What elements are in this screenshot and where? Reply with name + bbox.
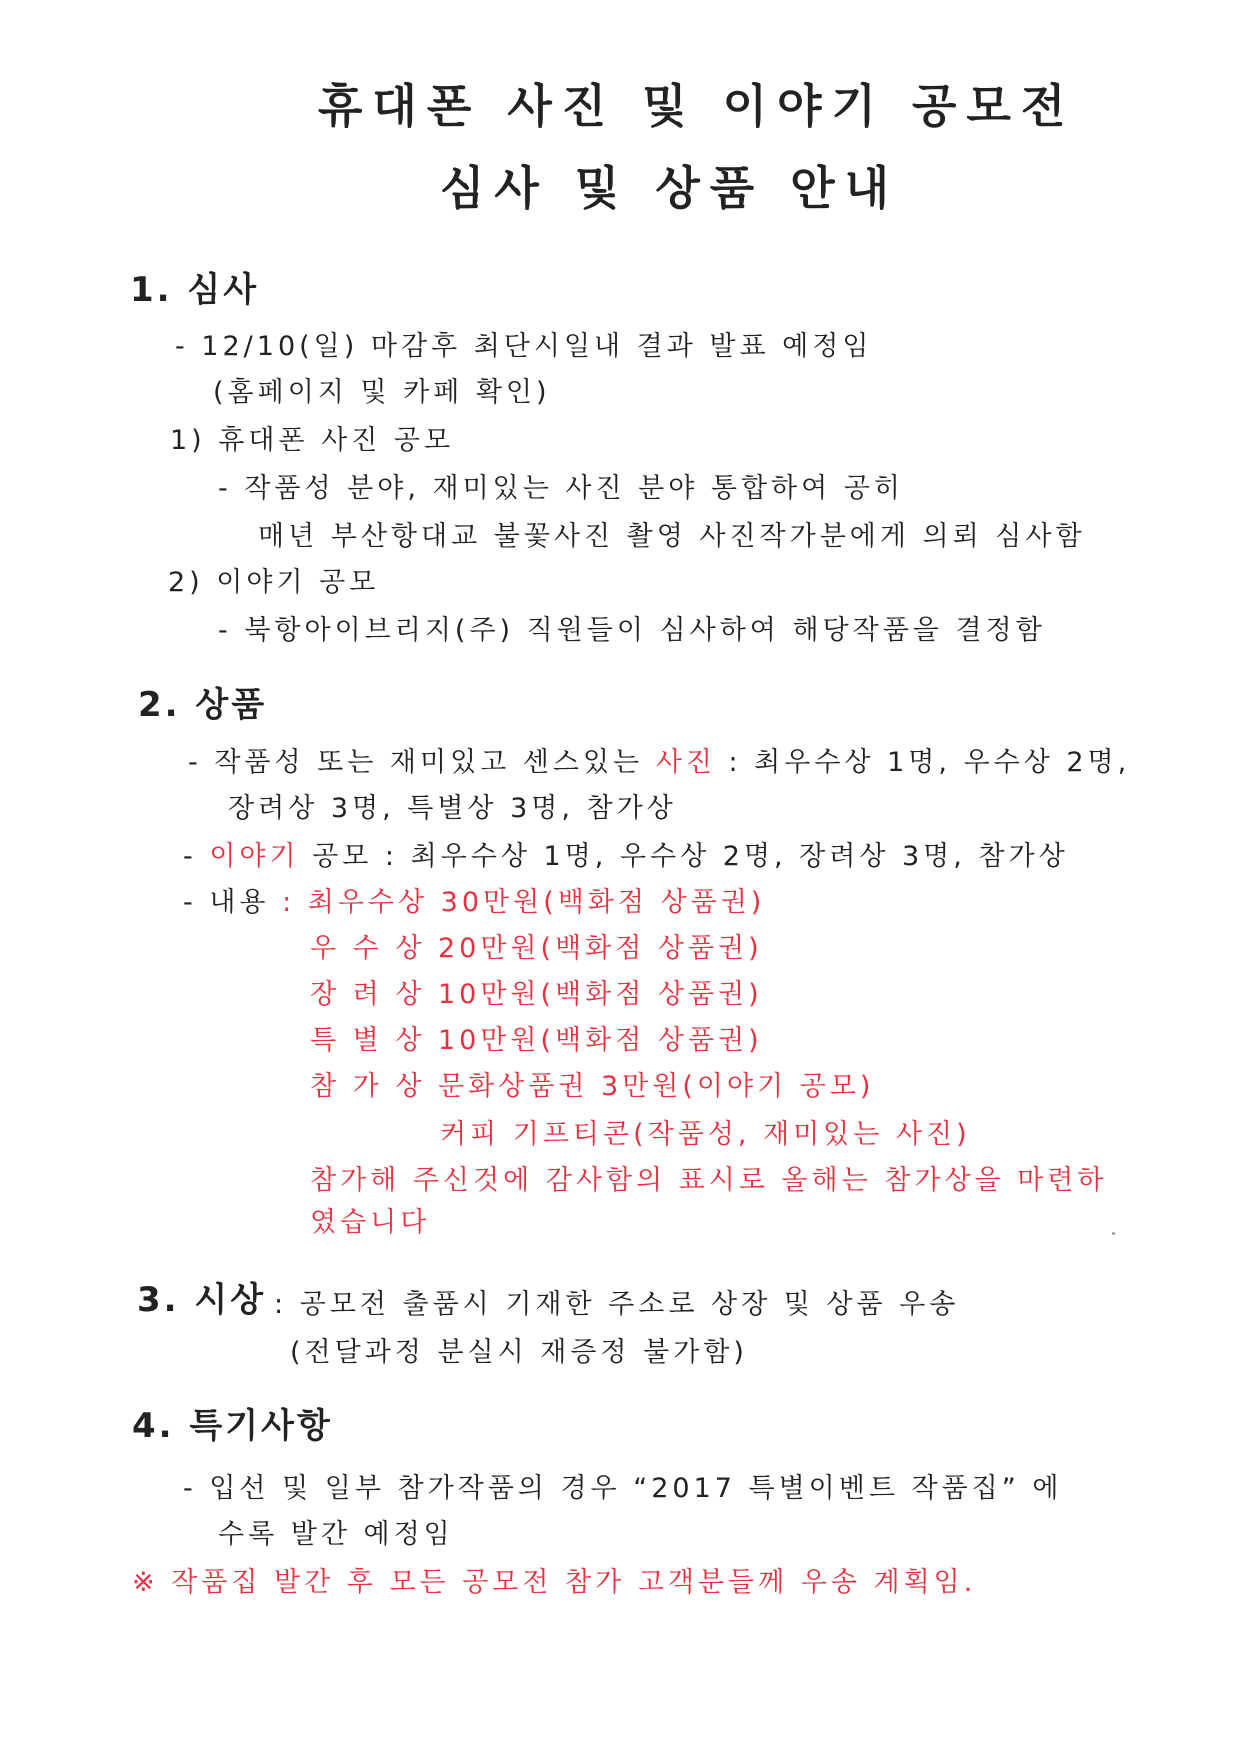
prize-extra: 커피 기프티콘(작품성, 재미있는 사진): [440, 1119, 971, 1150]
photo-suffix: : 최우수상 1명, 우수상 2명,: [715, 747, 1131, 778]
story-prize-line: [183, 834, 1069, 873]
content-label: - 내용: [183, 887, 270, 918]
section-4-heading: 4. 특기사항: [132, 1406, 333, 1446]
section-4-line-1: - 입선 및 일부 참가작품의 경우 “2017 특별이벤트 작품집” 에: [183, 1473, 1063, 1504]
thanks-line-2: 였습니다: [310, 1207, 431, 1238]
page-subtitle: 심사 및 상품 안내: [440, 161, 900, 215]
sub2-line-1: - 북항아이브리지(주) 직원들이 심사하여 해당작품을 결정함: [218, 615, 1046, 646]
scan-speck: [1112, 1232, 1115, 1235]
sub1-heading: 1) 휴대폰 사진 공모: [170, 425, 455, 456]
section-3-note: (전달과정 분실시 재증정 불가함): [290, 1337, 748, 1368]
sub1-line-2: 매년 부산항대교 불꽃사진 촬영 사진작가분에게 의뢰 심사함: [258, 521, 1086, 552]
content-sep: :: [269, 887, 308, 918]
page-title: 휴대폰 사진 및 이야기 공모전: [318, 79, 1076, 133]
story-suffix: 공모 : 최우수상 1명, 우수상 2명, 장려상 3명, 참가상: [299, 841, 1069, 872]
section-4-line-2: 수록 발간 예정임: [218, 1519, 454, 1550]
photo-prize-line-2: 장려상 3명, 특별상 3명, 참가상: [228, 793, 677, 824]
prize-item: 특 별 상 10만원(백화점 상품권): [310, 1025, 763, 1056]
photo-prefix: - 작품성 또는 재미있고 센스있는: [188, 747, 656, 778]
photo-highlight: 사진: [655, 747, 716, 778]
sub1-line-1: - 작품성 분야, 재미있는 사진 분야 통합하여 공히: [218, 473, 904, 504]
prize-item: 장 려 상 10만원(백화점 상품권): [310, 979, 763, 1010]
sub2-heading: 2) 이야기 공모: [168, 567, 380, 598]
section-3-text: : 공모전 출품시 기재한 주소로 상장 및 상품 우송: [274, 1289, 960, 1320]
photo-prize-line: [188, 740, 1130, 779]
thanks-line-1: 참가해 주신것에 감사함의 표시로 올해는 참가상을 마련하: [310, 1165, 1108, 1196]
announce-line-2: (홈페이지 및 카페 확인): [213, 377, 551, 408]
prize-item: 최우수상 30만원(백화점 상품권): [307, 887, 766, 918]
prize-item: 우 수 상 20만원(백화점 상품권): [310, 933, 763, 964]
section-3-heading: 3. 시상: [137, 1280, 267, 1320]
prize-item: 참 가 상 문화상품권 3만원(이야기 공모): [310, 1071, 875, 1102]
section-2-heading: 2. 상품: [138, 685, 268, 725]
story-highlight: 이야기: [209, 841, 300, 872]
announce-line-1: - 12/10(일) 마감후 최단시일내 결과 발표 예정임: [175, 331, 873, 362]
notice-line: ※ 작품집 발간 후 모든 공모전 참가 고객분들께 우송 계획임.: [132, 1567, 977, 1598]
section-1-heading: 1. 심사: [130, 270, 260, 310]
content-line: [183, 880, 765, 919]
story-dash: -: [183, 841, 210, 872]
